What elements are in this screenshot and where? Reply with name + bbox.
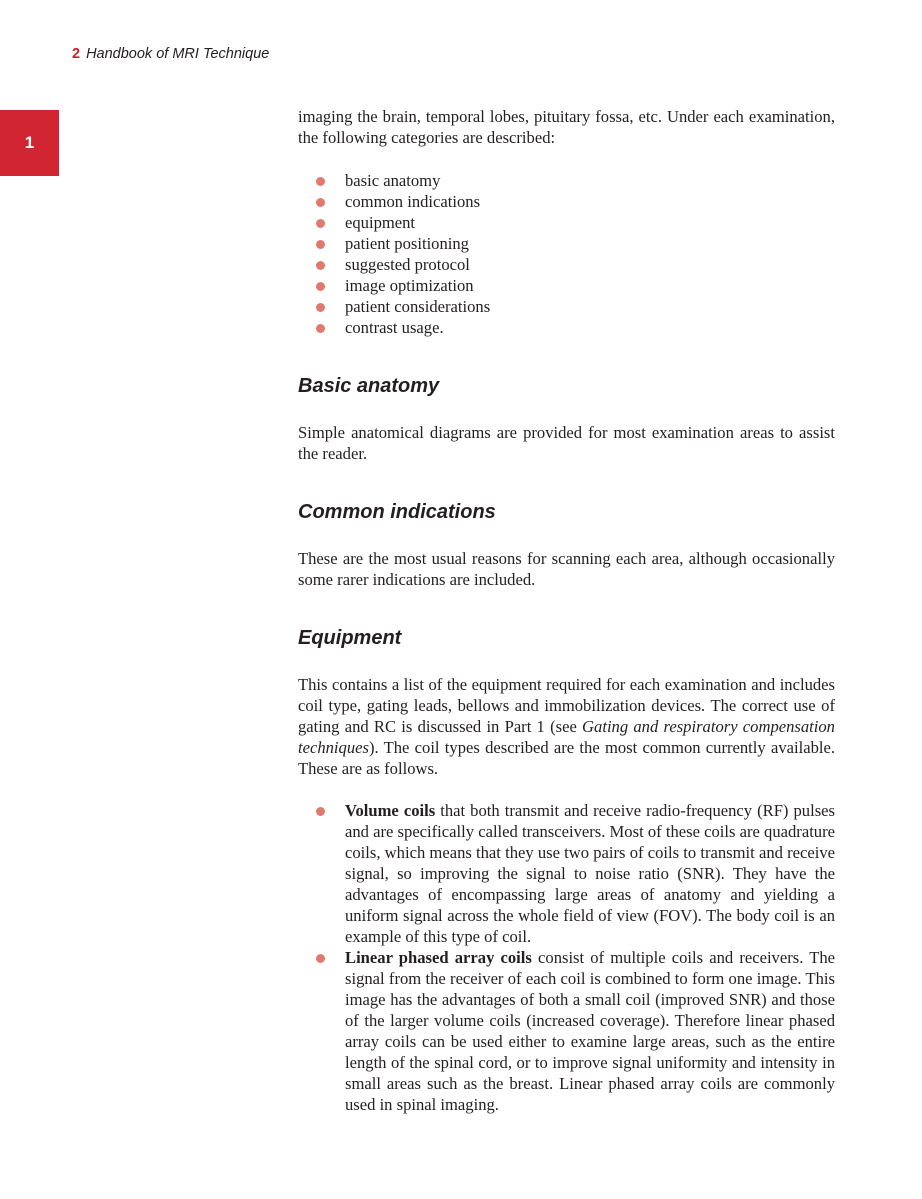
coil-term: Linear phased array coils bbox=[345, 948, 532, 967]
bullet-icon bbox=[316, 177, 325, 186]
intro-paragraph: imaging the brain, temporal lobes, pituitary fossa, etc. Under each examination, the following categories are described: bbox=[298, 107, 835, 147]
list-item: suggested protocol bbox=[298, 254, 835, 275]
list-item: equipment bbox=[298, 212, 835, 233]
section-text-common-indications: These are the most usual reasons for scanning each area, although occasionally some rarer indications are included. bbox=[298, 549, 835, 589]
list-item: image optimization bbox=[298, 275, 835, 296]
page-number: 2 bbox=[72, 46, 81, 62]
section-heading-common-indications: Common indications bbox=[298, 501, 496, 523]
page-content bbox=[298, 106, 835, 1115]
bullet-icon bbox=[316, 303, 325, 312]
chapter-number: 1 bbox=[24, 133, 35, 152]
section-text-basic-anatomy: Simple anatomical diagrams are provided for most examination areas to assist the reader. bbox=[298, 423, 835, 463]
bullet-icon bbox=[316, 261, 325, 270]
list-item: contrast usage. bbox=[298, 317, 835, 338]
list-item: Volume coils that both transmit and receive radio-frequency (RF) pulses and are specifically called transceivers. Most of these coils are quadrature coils, which means that they use two pairs of coils to transmit and receive signal, so improving the signal to noise ratio (SNR). They have the advantages of encompassing large areas of anatomy and yielding a uniform signal across the whole field of view (FOV). The body coil is an example of this type of coil. bbox=[298, 800, 835, 947]
bullet-icon bbox=[316, 954, 325, 963]
list-item: common indications bbox=[298, 191, 835, 212]
bullet-icon bbox=[316, 198, 325, 207]
chapter-tab bbox=[0, 110, 59, 176]
section-heading-equipment: Equipment bbox=[298, 627, 402, 649]
bullet-icon bbox=[316, 282, 325, 291]
cross-reference: Gating and respiratory compensation techniques bbox=[298, 717, 835, 757]
running-title: Handbook of MRI Technique bbox=[86, 46, 270, 62]
bullet-icon bbox=[316, 240, 325, 249]
bullet-icon bbox=[316, 219, 325, 228]
running-head bbox=[72, 46, 269, 62]
coil-term: Volume coils bbox=[345, 801, 436, 820]
section-text-equipment: This contains a list of the equipment required for each examination and includes coil type, gating leads, bellows and immobilization devices. The correct use of gating and RC is discussed in Part 1 (see Gating and respiratory compensation techniques). The coil types described are the most common currently available. These are as follows. bbox=[298, 675, 835, 778]
list-item: Linear phased array coils consist of multiple coils and receivers. The signal from the receiver of each coil is combined to form one image. This image has the advantages of both a small coil (improved SNR) and those of the larger volume coils (increased coverage). Therefore linear phased array coils can be used either to examine large areas, such as the entire length of the spinal cord, or to improve signal uniformity and intensity in small areas such as the breast. Linear phased array coils are commonly used in spinal imaging. bbox=[298, 947, 835, 1115]
coil-type-list bbox=[298, 800, 835, 1115]
list-item: patient positioning bbox=[298, 233, 835, 254]
category-list bbox=[298, 170, 835, 338]
bullet-icon bbox=[316, 807, 325, 816]
section-heading-basic-anatomy: Basic anatomy bbox=[298, 375, 440, 397]
list-item: basic anatomy bbox=[298, 170, 835, 191]
bullet-icon bbox=[316, 324, 325, 333]
list-item: patient considerations bbox=[298, 296, 835, 317]
